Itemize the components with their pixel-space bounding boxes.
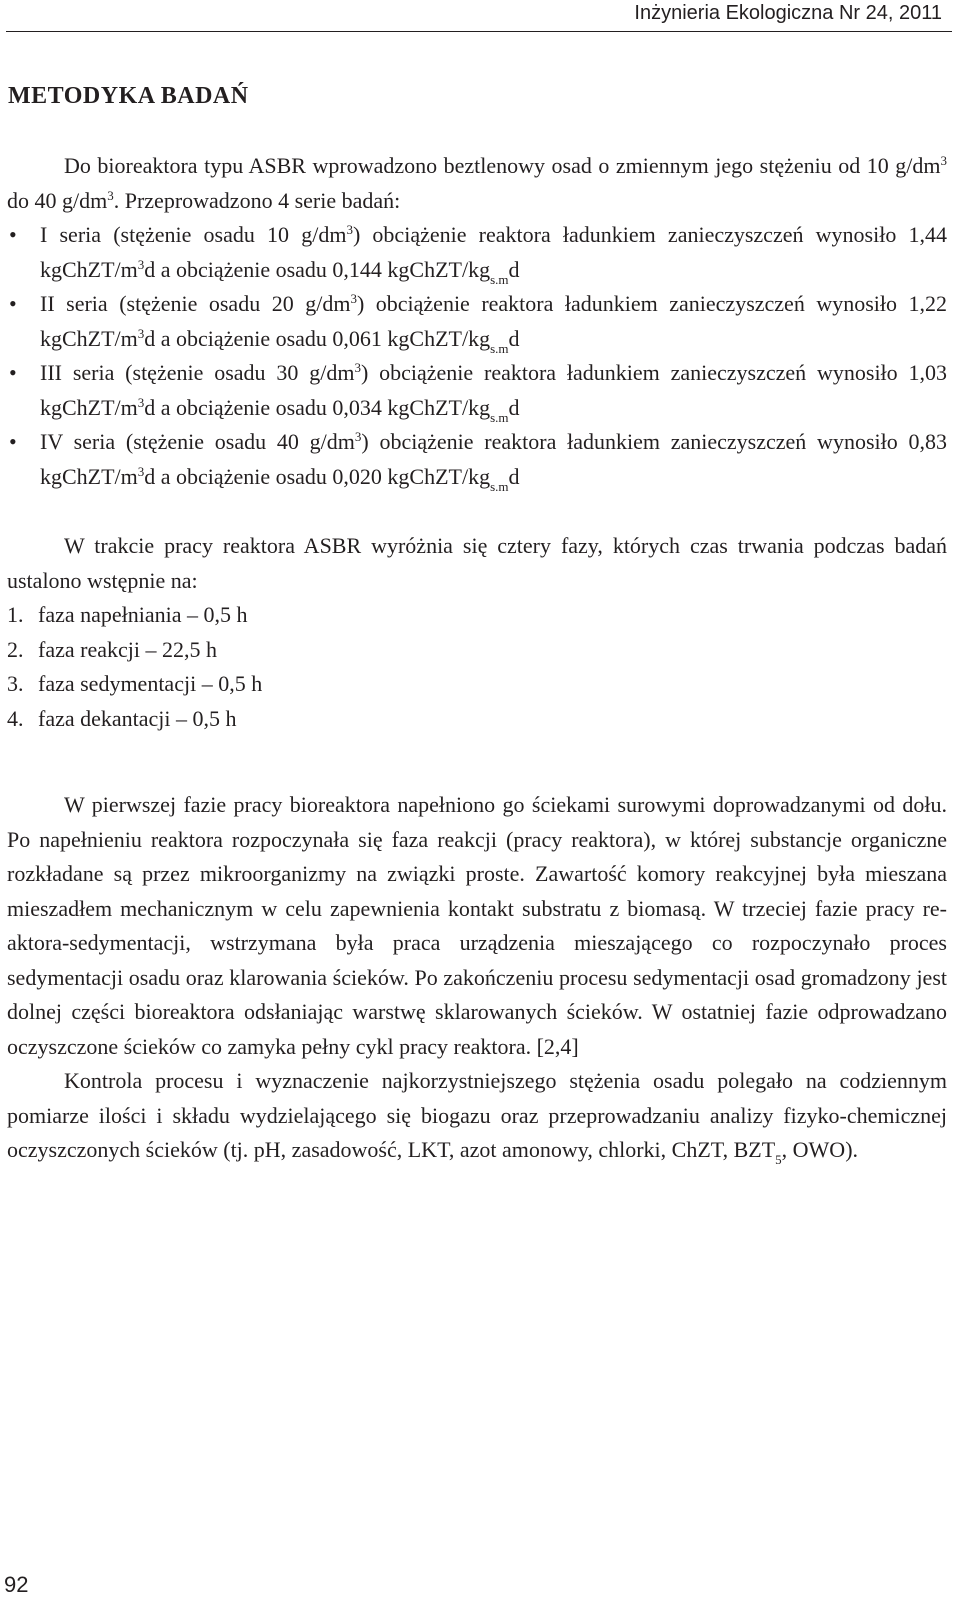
series-text: III seria (stężenie osadu 30 g/dm — [40, 360, 355, 385]
series-text: II seria (stężenie osadu 20 g/dm — [40, 291, 351, 316]
series-text: ) obciążenie reaktora ładunkiem zanieczyszczeń wynosiło 1,44 kgChZT/m — [40, 222, 947, 282]
control-text-end: , OWO). — [781, 1137, 859, 1162]
phase-text: faza napełniania – 0,5 h — [38, 602, 248, 627]
header-rule — [6, 31, 952, 32]
series-text: I seria (stężenie osadu 10 g/dm — [40, 222, 347, 247]
intro-text-1: Do bioreaktora typu ASBR wprowadzono beztlenowy osad o zmiennym jego stężeniu od 10 g/dm — [64, 153, 941, 178]
phase-item — [7, 598, 947, 633]
series-list — [7, 218, 947, 494]
superscript: 3 — [354, 429, 362, 444]
series-text: d a obciążenie osadu 0,034 kgChZT/kg — [144, 394, 491, 420]
series-text: ) obciążenie reaktora ładunkiem zanieczyszczeń wynosiło 1,22 kgChZT/m — [40, 291, 947, 351]
description-paragraph: W pierwszej fazie pracy bioreaktora napełniono go ściekami surowymi doprowadzanymi od dołu. Po napełnieniu reaktora rozpoczynała się faza reakcji (pracy reaktora), w której substancje organiczne rozkładane są przez mikroorganizmy na związki proste. Zawartość komory reakcyjnej była mieszana mieszadłem mechanicznym w celu zapewnienia kontakt substratu z biomasą. W trzeciej fazie pracy reaktora-sedymentacji, wstrzymana była praca urządzenia mieszającego co rozpoczynało proces sedymentacji osadu oraz klarowania ścieków. Po zakończeniu procesu sedymentacji osad gromadzony jest dolnej części bioreaktora odsłaniając warstwę sklarowanych ścieków. W ostatniej fazie odprowadzano oczyszczone ścieków co zamyka pełny cykl pracy reaktora. [2,4] — [7, 792, 947, 1059]
intro-paragraph — [7, 149, 947, 218]
intro-superscript-1: 3 — [940, 153, 947, 168]
phase-number: 2. — [7, 636, 24, 662]
bullet-icon: • — [9, 429, 17, 454]
series-text: d a obciążenie osadu 0,144 kgChZT/kg — [144, 256, 491, 282]
superscript: 3 — [346, 222, 353, 237]
subscript: 5 — [775, 1152, 782, 1167]
series-item — [7, 287, 947, 356]
phase-number: 1. — [7, 602, 24, 627]
spacer — [7, 736, 947, 788]
running-header: Inżynieria Ekologiczna Nr 24, 2011 — [634, 2, 942, 24]
subscript: s.m — [490, 478, 509, 494]
series-text: d — [508, 256, 520, 282]
intro-text-2: do 40 g/dm — [7, 187, 108, 213]
series-item — [7, 425, 947, 494]
phase-number: 4. — [7, 705, 24, 731]
series-item — [7, 356, 947, 425]
series-item — [7, 218, 947, 287]
bullet-icon: • — [9, 360, 17, 385]
section-title: METODYKA BADAŃ — [8, 83, 249, 109]
superscript: 3 — [137, 394, 145, 410]
phase-number: 3. — [7, 671, 24, 696]
series-text: ) obciążenie reaktora ładunkiem zanieczyszczeń wynosiło 1,03 kgChZT/m — [40, 360, 948, 420]
subscript: s.m — [490, 340, 509, 356]
phase-text: faza dekantacji – 0,5 h — [38, 705, 237, 731]
page-number: 92 — [4, 1572, 29, 1597]
superscript: 3 — [137, 325, 145, 341]
spacer — [7, 494, 947, 529]
intro-superscript-2: 3 — [107, 187, 114, 203]
phase-text: faza sedymentacji – 0,5 h — [38, 671, 263, 696]
bullet-icon: • — [9, 222, 17, 247]
body-text — [7, 149, 947, 1168]
series-text: d — [508, 463, 520, 489]
control-paragraph — [7, 1064, 947, 1168]
bullet-icon: • — [9, 291, 17, 316]
series-text: d a obciążenie osadu 0,061 kgChZT/kg — [144, 325, 491, 351]
series-text: d — [508, 394, 520, 420]
series-text: ) obciążenie reaktora ładunkiem zanieczyszczeń wynosiło 0,83 kgChZT/m — [40, 429, 947, 489]
phase-text: faza reakcji – 22,5 h — [38, 636, 217, 662]
series-text: d — [508, 325, 520, 351]
superscript: 3 — [137, 256, 145, 272]
intro-text-3: . Przeprowadzono 4 serie badań: — [113, 187, 401, 213]
phases-list — [7, 598, 947, 736]
subscript: s.m — [490, 409, 509, 425]
subscript: s.m — [490, 271, 509, 287]
phases-intro-paragraph: W trakcie pracy reaktora ASBR wyróżnia się cztery fazy, których czas trwania podczas badań ustalono wstępnie na: — [7, 533, 947, 593]
phase-item — [7, 702, 947, 737]
superscript: 3 — [350, 291, 357, 306]
superscript: 3 — [354, 360, 361, 375]
series-text: IV seria (stężenie osadu 40 g/dm — [40, 429, 355, 454]
phase-item — [7, 667, 947, 702]
superscript: 3 — [137, 463, 145, 479]
series-text: d a obciążenie osadu 0,020 kgChZT/kg — [144, 463, 491, 489]
control-text: Kontrola procesu i wyznaczenie najkorzystniejszego stężenia osadu polegało na codziennym pomiarze ilości i składu wydzielającego się biogazu oraz przeprowadzaniu analizy fizyko-chemicznej oczyszczonych ścieków (tj. pH, zasadowość, LKT, azot amonowy, chlorki, ChZT, BZT — [7, 1068, 947, 1162]
phase-item — [7, 633, 947, 668]
